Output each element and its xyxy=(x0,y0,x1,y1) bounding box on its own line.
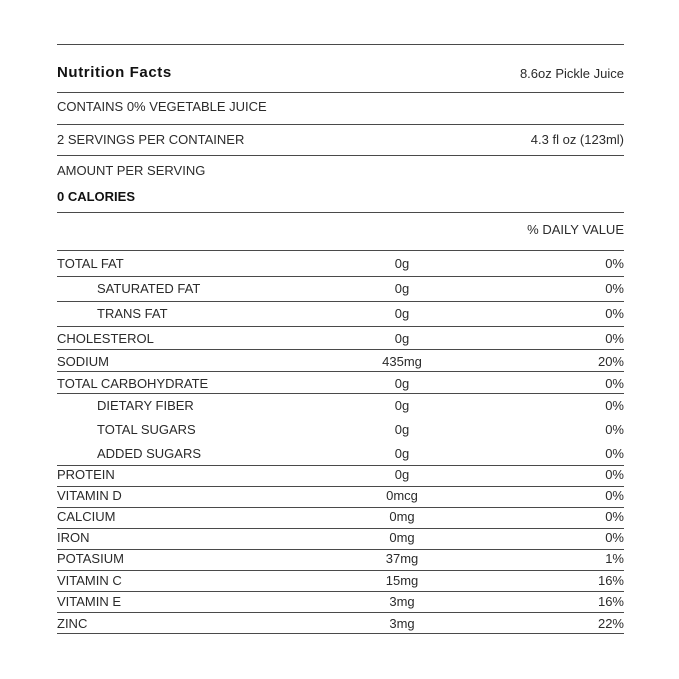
nutrient-name: TOTAL SUGARS xyxy=(97,422,196,437)
nutrient-row xyxy=(57,331,624,347)
divider xyxy=(57,591,624,592)
nutrient-name: CALCIUM xyxy=(57,509,116,524)
divider xyxy=(57,371,624,372)
nutrient-amount: 0mcg xyxy=(386,488,418,503)
nutrient-daily-value: 0% xyxy=(605,306,624,321)
nutrient-row xyxy=(57,398,624,414)
divider xyxy=(57,212,624,213)
nutrition-facts-panel xyxy=(57,0,624,679)
nutrient-row xyxy=(57,551,624,567)
divider xyxy=(57,92,624,93)
nutrient-daily-value: 16% xyxy=(597,594,624,609)
nutrient-name: TOTAL CARBOHYDRATE xyxy=(57,376,209,391)
nutrient-row xyxy=(57,354,624,370)
nutrient-daily-value: 0% xyxy=(605,509,624,524)
nutrient-name: VITAMIN C xyxy=(57,573,122,588)
contains-note: CONTAINS 0% VEGETABLE JUICE xyxy=(57,99,267,114)
nutrient-name: POTASIUM xyxy=(57,551,124,566)
nutrient-daily-value: 16% xyxy=(597,573,624,588)
divider xyxy=(57,155,624,156)
divider xyxy=(57,633,624,634)
nutrient-row xyxy=(57,530,624,546)
amount-per-serving-label: AMOUNT PER SERVING xyxy=(57,163,206,178)
nutrient-daily-value: 22% xyxy=(597,616,624,631)
divider xyxy=(57,570,624,571)
nutrient-daily-value: 0% xyxy=(605,530,624,545)
nutrient-row xyxy=(57,281,624,297)
nutrient-row xyxy=(57,376,624,392)
divider xyxy=(57,44,624,45)
nutrient-amount: 0g xyxy=(394,467,410,482)
nutrient-name: VITAMIN E xyxy=(57,594,122,609)
nutrient-name: TOTAL FAT xyxy=(57,256,124,271)
nutrient-amount: 0mg xyxy=(389,509,415,524)
nutrient-amount: 435mg xyxy=(382,354,422,369)
divider xyxy=(57,326,624,327)
nutrient-row xyxy=(57,306,624,322)
nutrient-name: ADDED SUGARS xyxy=(97,446,202,461)
nutrient-row xyxy=(57,616,624,632)
nutrient-amount: 0g xyxy=(394,331,410,346)
nutrient-row xyxy=(57,467,624,483)
divider xyxy=(57,124,624,125)
nutrient-name: CHOLESTEROL xyxy=(57,331,154,346)
nutrient-daily-value: 1% xyxy=(605,551,624,566)
nutrient-row xyxy=(57,422,624,438)
nutrient-amount: 15mg xyxy=(385,573,419,588)
nutrient-daily-value: 0% xyxy=(605,446,624,461)
nutrient-daily-value: 0% xyxy=(605,256,624,271)
nutrient-daily-value: 0% xyxy=(605,422,624,437)
nutrient-daily-value: 0% xyxy=(605,488,624,503)
nutrient-amount: 0g xyxy=(394,376,410,391)
servings-per-container: 2 SERVINGS PER CONTAINER xyxy=(57,132,245,147)
nutrient-name: TRANS FAT xyxy=(97,306,168,321)
divider xyxy=(57,549,624,550)
nutrient-daily-value: 0% xyxy=(605,281,624,296)
product-name: 8.6oz Pickle Juice xyxy=(519,66,624,81)
nutrient-daily-value: 0% xyxy=(605,376,624,391)
nutrient-amount: 3mg xyxy=(389,594,415,609)
divider xyxy=(57,301,624,302)
divider xyxy=(57,528,624,529)
nutrient-name: ZINC xyxy=(57,616,88,631)
nutrient-amount: 0mg xyxy=(389,530,415,545)
nutrient-name: IRON xyxy=(57,530,90,545)
nutrient-amount: 0g xyxy=(394,446,410,461)
nutrient-amount: 0g xyxy=(394,256,410,271)
nutrient-row xyxy=(57,573,624,589)
nutrient-row xyxy=(57,446,624,462)
divider xyxy=(57,250,624,251)
nutrient-name: SODIUM xyxy=(57,354,109,369)
nutrient-amount: 0g xyxy=(394,398,410,413)
nutrient-amount: 0g xyxy=(394,306,410,321)
divider xyxy=(57,465,624,466)
nutrient-name: PROTEIN xyxy=(57,467,115,482)
nutrient-name: DIETARY FIBER xyxy=(97,398,194,413)
nutrient-amount: 0g xyxy=(394,422,410,437)
divider xyxy=(57,276,624,277)
nutrient-amount: 0g xyxy=(394,281,410,296)
serving-size: 4.3 fl oz (123ml) xyxy=(530,132,624,147)
nutrient-name: VITAMIN D xyxy=(57,488,122,503)
nutrient-row xyxy=(57,509,624,525)
divider xyxy=(57,393,624,394)
nutrient-daily-value: 20% xyxy=(597,354,624,369)
nutrient-row xyxy=(57,256,624,272)
nutrient-amount: 37mg xyxy=(385,551,419,566)
nutrient-daily-value: 0% xyxy=(605,331,624,346)
nutrient-daily-value: 0% xyxy=(605,398,624,413)
nutrient-name: SATURATED FAT xyxy=(97,281,201,296)
divider xyxy=(57,507,624,508)
divider xyxy=(57,486,624,487)
nutrient-amount: 3mg xyxy=(389,616,415,631)
nutrient-daily-value: 0% xyxy=(605,467,624,482)
panel-title: Nutrition Facts xyxy=(57,64,172,81)
daily-value-header: % DAILY VALUE xyxy=(527,222,624,237)
nutrient-row xyxy=(57,488,624,504)
nutrient-row xyxy=(57,594,624,610)
divider xyxy=(57,612,624,613)
calories: 0 CALORIES xyxy=(57,189,136,204)
divider xyxy=(57,349,624,350)
